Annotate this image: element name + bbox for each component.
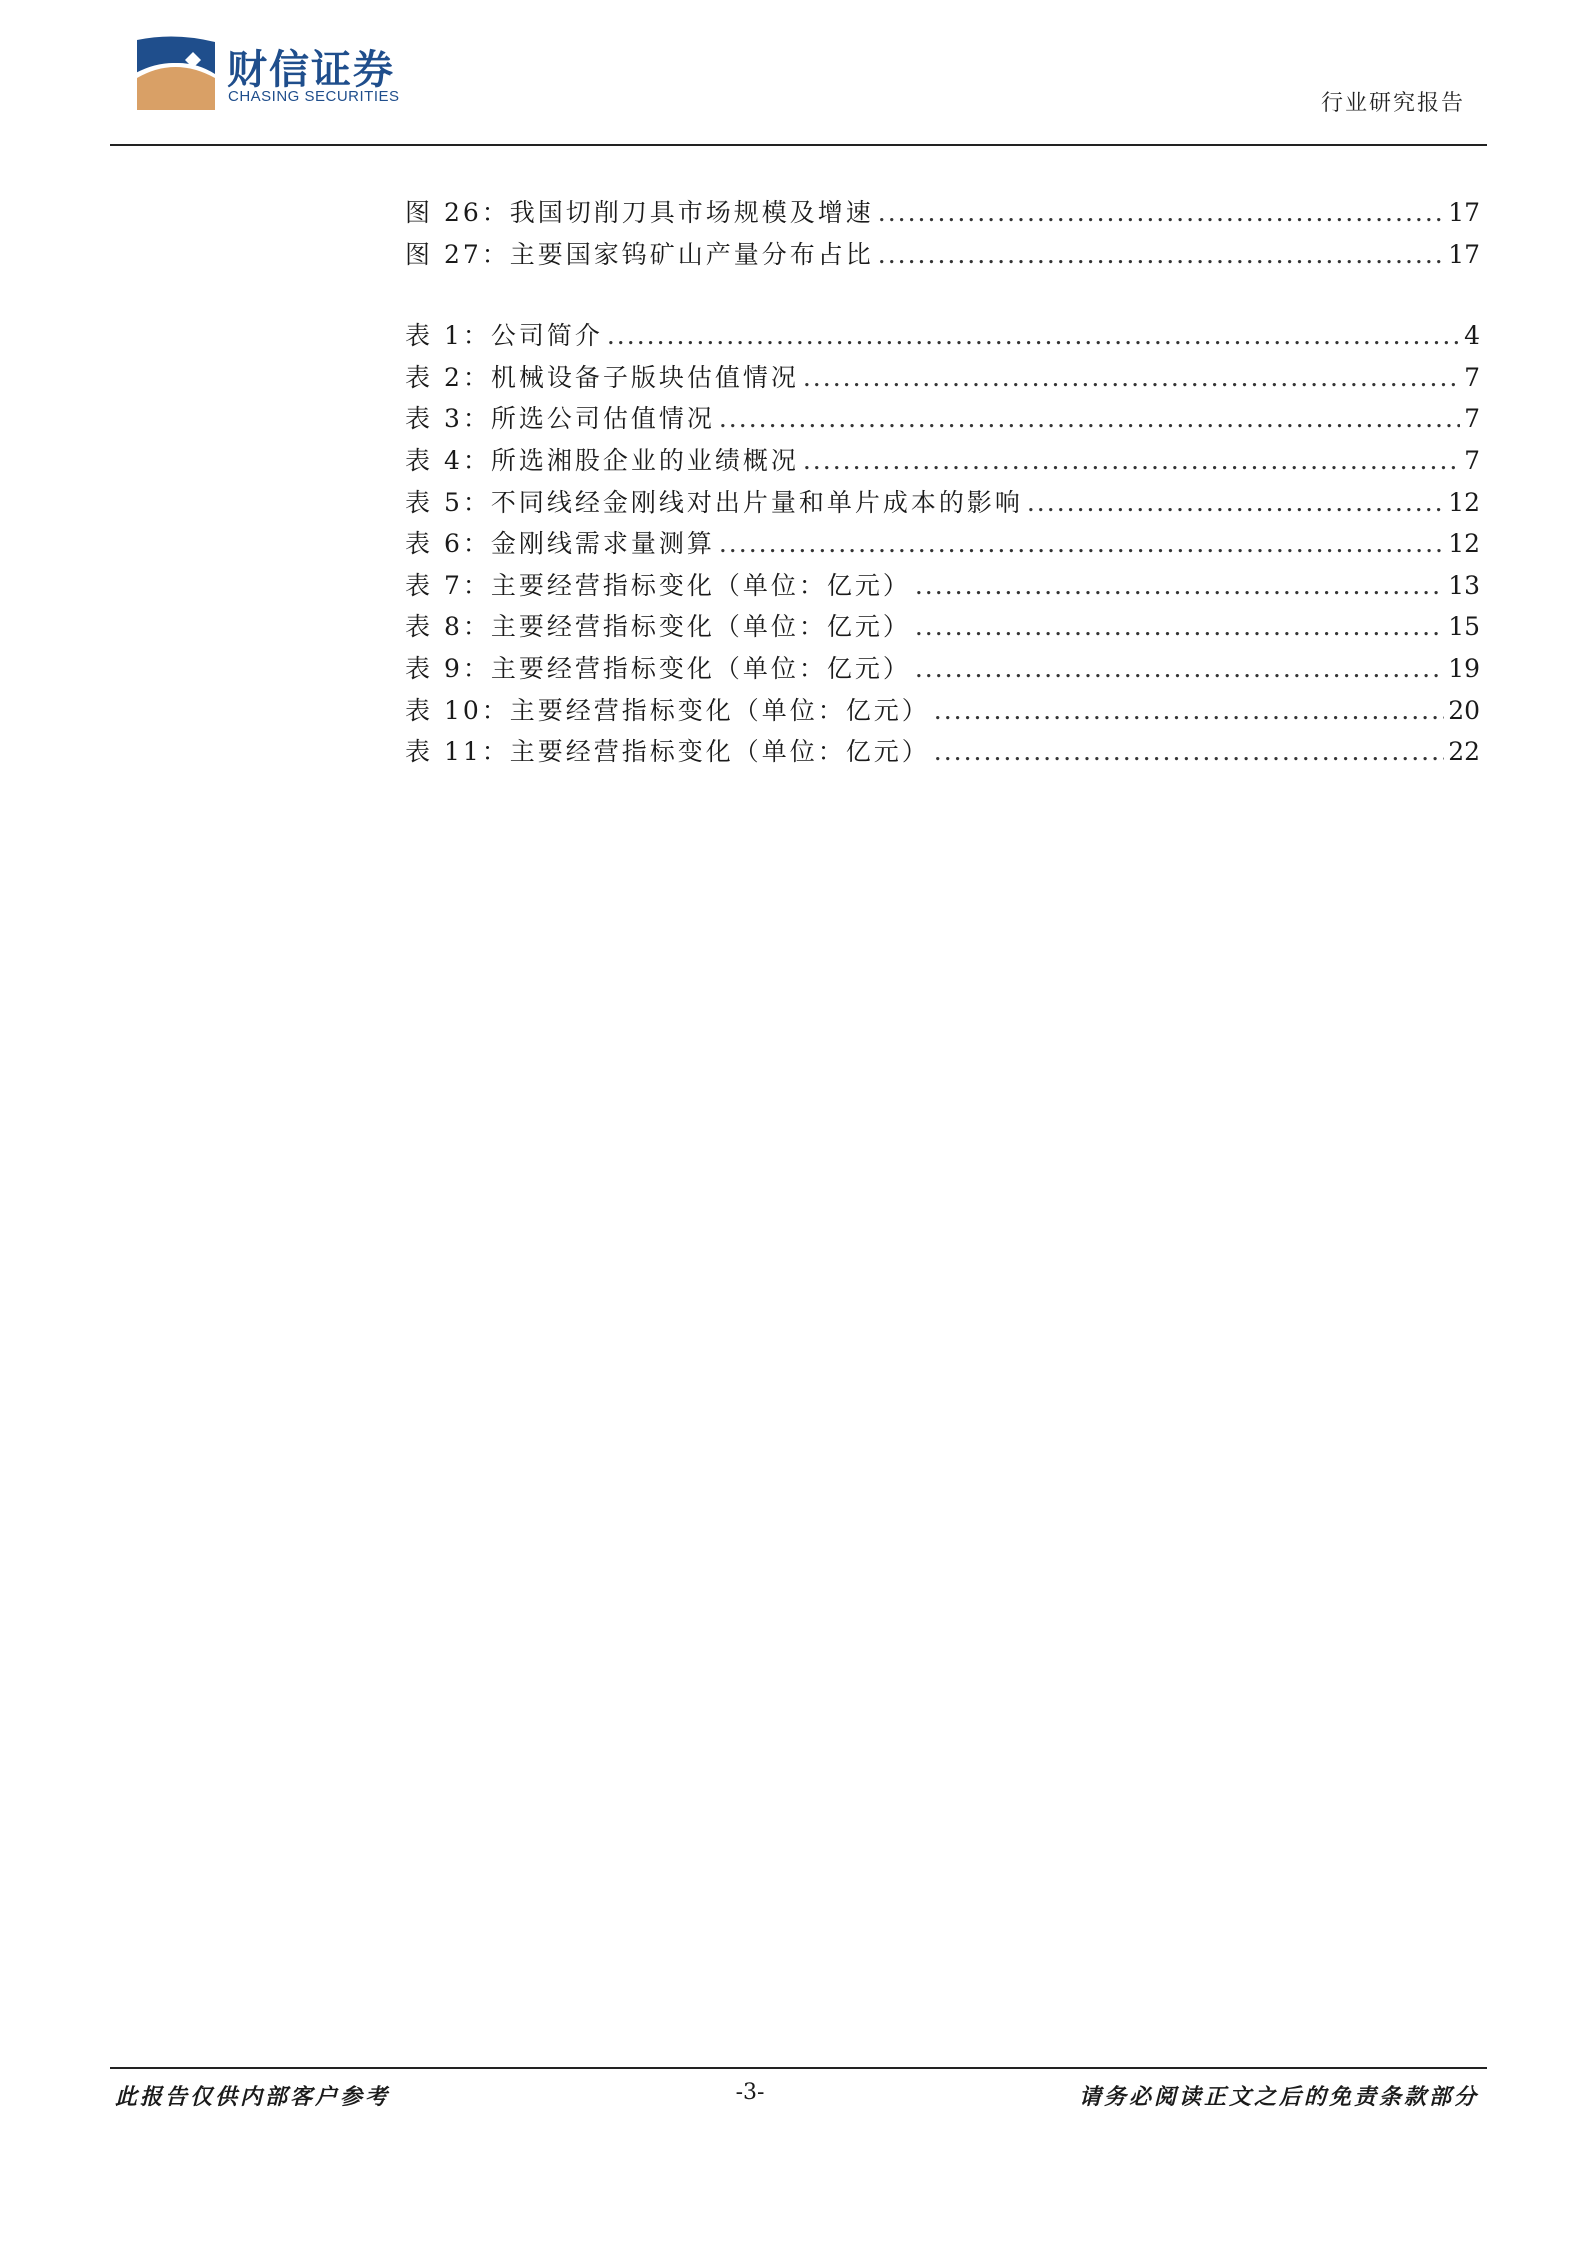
toc-leader-dots (915, 648, 1444, 690)
toc-table-entry[interactable] (405, 523, 1480, 565)
toc-figure-entry[interactable] (405, 192, 1480, 234)
toc-entry-label[interactable]: 表 3：所选公司估值情况 (405, 404, 715, 434)
toc-table-entry[interactable] (405, 565, 1480, 607)
footer-disclaimer-right: 请务必阅读正文之后的免责条款部分 (1078, 2084, 1479, 2110)
header-divider (110, 144, 1487, 146)
toc-leader-dots (803, 440, 1460, 482)
report-type-label: 行业研究报告 (1320, 91, 1465, 116)
toc-leader-dots (719, 523, 1444, 565)
toc-table-entry[interactable] (405, 731, 1480, 773)
toc-entry-label[interactable]: 表 6：金刚线需求量测算 (405, 529, 715, 559)
toc-entry-label[interactable]: 表 10：主要经营指标变化（单位：亿元） (405, 695, 930, 725)
toc-table-entry[interactable] (405, 398, 1480, 440)
chasing-logo-icon (135, 34, 225, 114)
brand-name-en: CHASING SECURITIES (228, 88, 400, 105)
toc-entry-label[interactable]: 表 7：主要经营指标变化（单位：亿元） (405, 570, 911, 600)
brand-logo (135, 34, 400, 114)
page-header (0, 0, 1587, 150)
toc-entry-page[interactable]: 17 (1448, 198, 1480, 227)
toc-leader-dots (934, 690, 1444, 732)
table-of-contents (405, 192, 1480, 773)
footer-disclaimer-left: 此报告仅供内部客户参考 (115, 2084, 391, 2110)
toc-leader-dots (878, 234, 1444, 276)
toc-entry-label[interactable]: 表 9：主要经营指标变化（单位：亿元） (405, 653, 911, 683)
toc-entry-page[interactable]: 22 (1448, 737, 1480, 767)
toc-tables-list (405, 315, 1480, 773)
toc-leader-dots (803, 357, 1460, 399)
toc-entry-page[interactable]: 13 (1448, 570, 1480, 600)
toc-entry-label[interactable]: 表 4：所选湘股企业的业绩概况 (405, 445, 799, 475)
toc-entry-page[interactable]: 4 (1464, 321, 1480, 351)
brand-name-cn: 财信证券 (227, 47, 395, 93)
toc-table-entry[interactable] (405, 440, 1480, 482)
toc-entry-label[interactable]: 表 8：主要经营指标变化（单位：亿元） (405, 612, 911, 642)
toc-entry-page[interactable]: 12 (1448, 529, 1480, 559)
toc-entry-page[interactable]: 12 (1448, 487, 1480, 517)
toc-figure-entry[interactable] (405, 234, 1480, 276)
toc-entry-page[interactable]: 7 (1464, 445, 1480, 475)
toc-entry-page[interactable]: 20 (1448, 695, 1480, 725)
toc-entry-page[interactable]: 7 (1464, 404, 1480, 434)
toc-entry-page[interactable]: 15 (1448, 612, 1480, 642)
toc-entry-label[interactable]: 表 5：不同线经金刚线对出片量和单片成本的影响 (405, 487, 1023, 517)
toc-entry-page[interactable]: 7 (1464, 362, 1480, 392)
toc-table-entry[interactable] (405, 357, 1480, 399)
toc-table-entry[interactable] (405, 606, 1480, 648)
toc-entry-label[interactable]: 图 26：我国切削刀具市场规模及增速 (405, 198, 874, 227)
toc-entry-label[interactable]: 表 11：主要经营指标变化（单位：亿元） (405, 737, 930, 767)
toc-table-entry[interactable] (405, 482, 1480, 524)
toc-leader-dots (915, 565, 1444, 607)
toc-leader-dots (719, 398, 1460, 440)
toc-table-entry[interactable] (405, 690, 1480, 732)
page-number: -3- (735, 2080, 765, 2105)
toc-leader-dots (1027, 482, 1444, 524)
toc-entry-label[interactable]: 图 27：主要国家钨矿山产量分布占比 (405, 239, 874, 269)
toc-entry-page[interactable]: 19 (1448, 653, 1480, 683)
toc-figures-list (405, 192, 1480, 275)
toc-table-entry[interactable] (405, 315, 1480, 357)
toc-entry-label[interactable]: 表 1：公司简介 (405, 321, 603, 351)
toc-leader-dots (607, 315, 1460, 357)
toc-entry-label[interactable]: 表 2：机械设备子版块估值情况 (405, 362, 799, 392)
toc-leader-dots (878, 192, 1444, 234)
toc-table-entry[interactable] (405, 648, 1480, 690)
toc-leader-dots (915, 606, 1444, 648)
toc-leader-dots (934, 731, 1444, 773)
toc-entry-page[interactable]: 17 (1448, 239, 1480, 269)
footer-divider (110, 2067, 1487, 2069)
